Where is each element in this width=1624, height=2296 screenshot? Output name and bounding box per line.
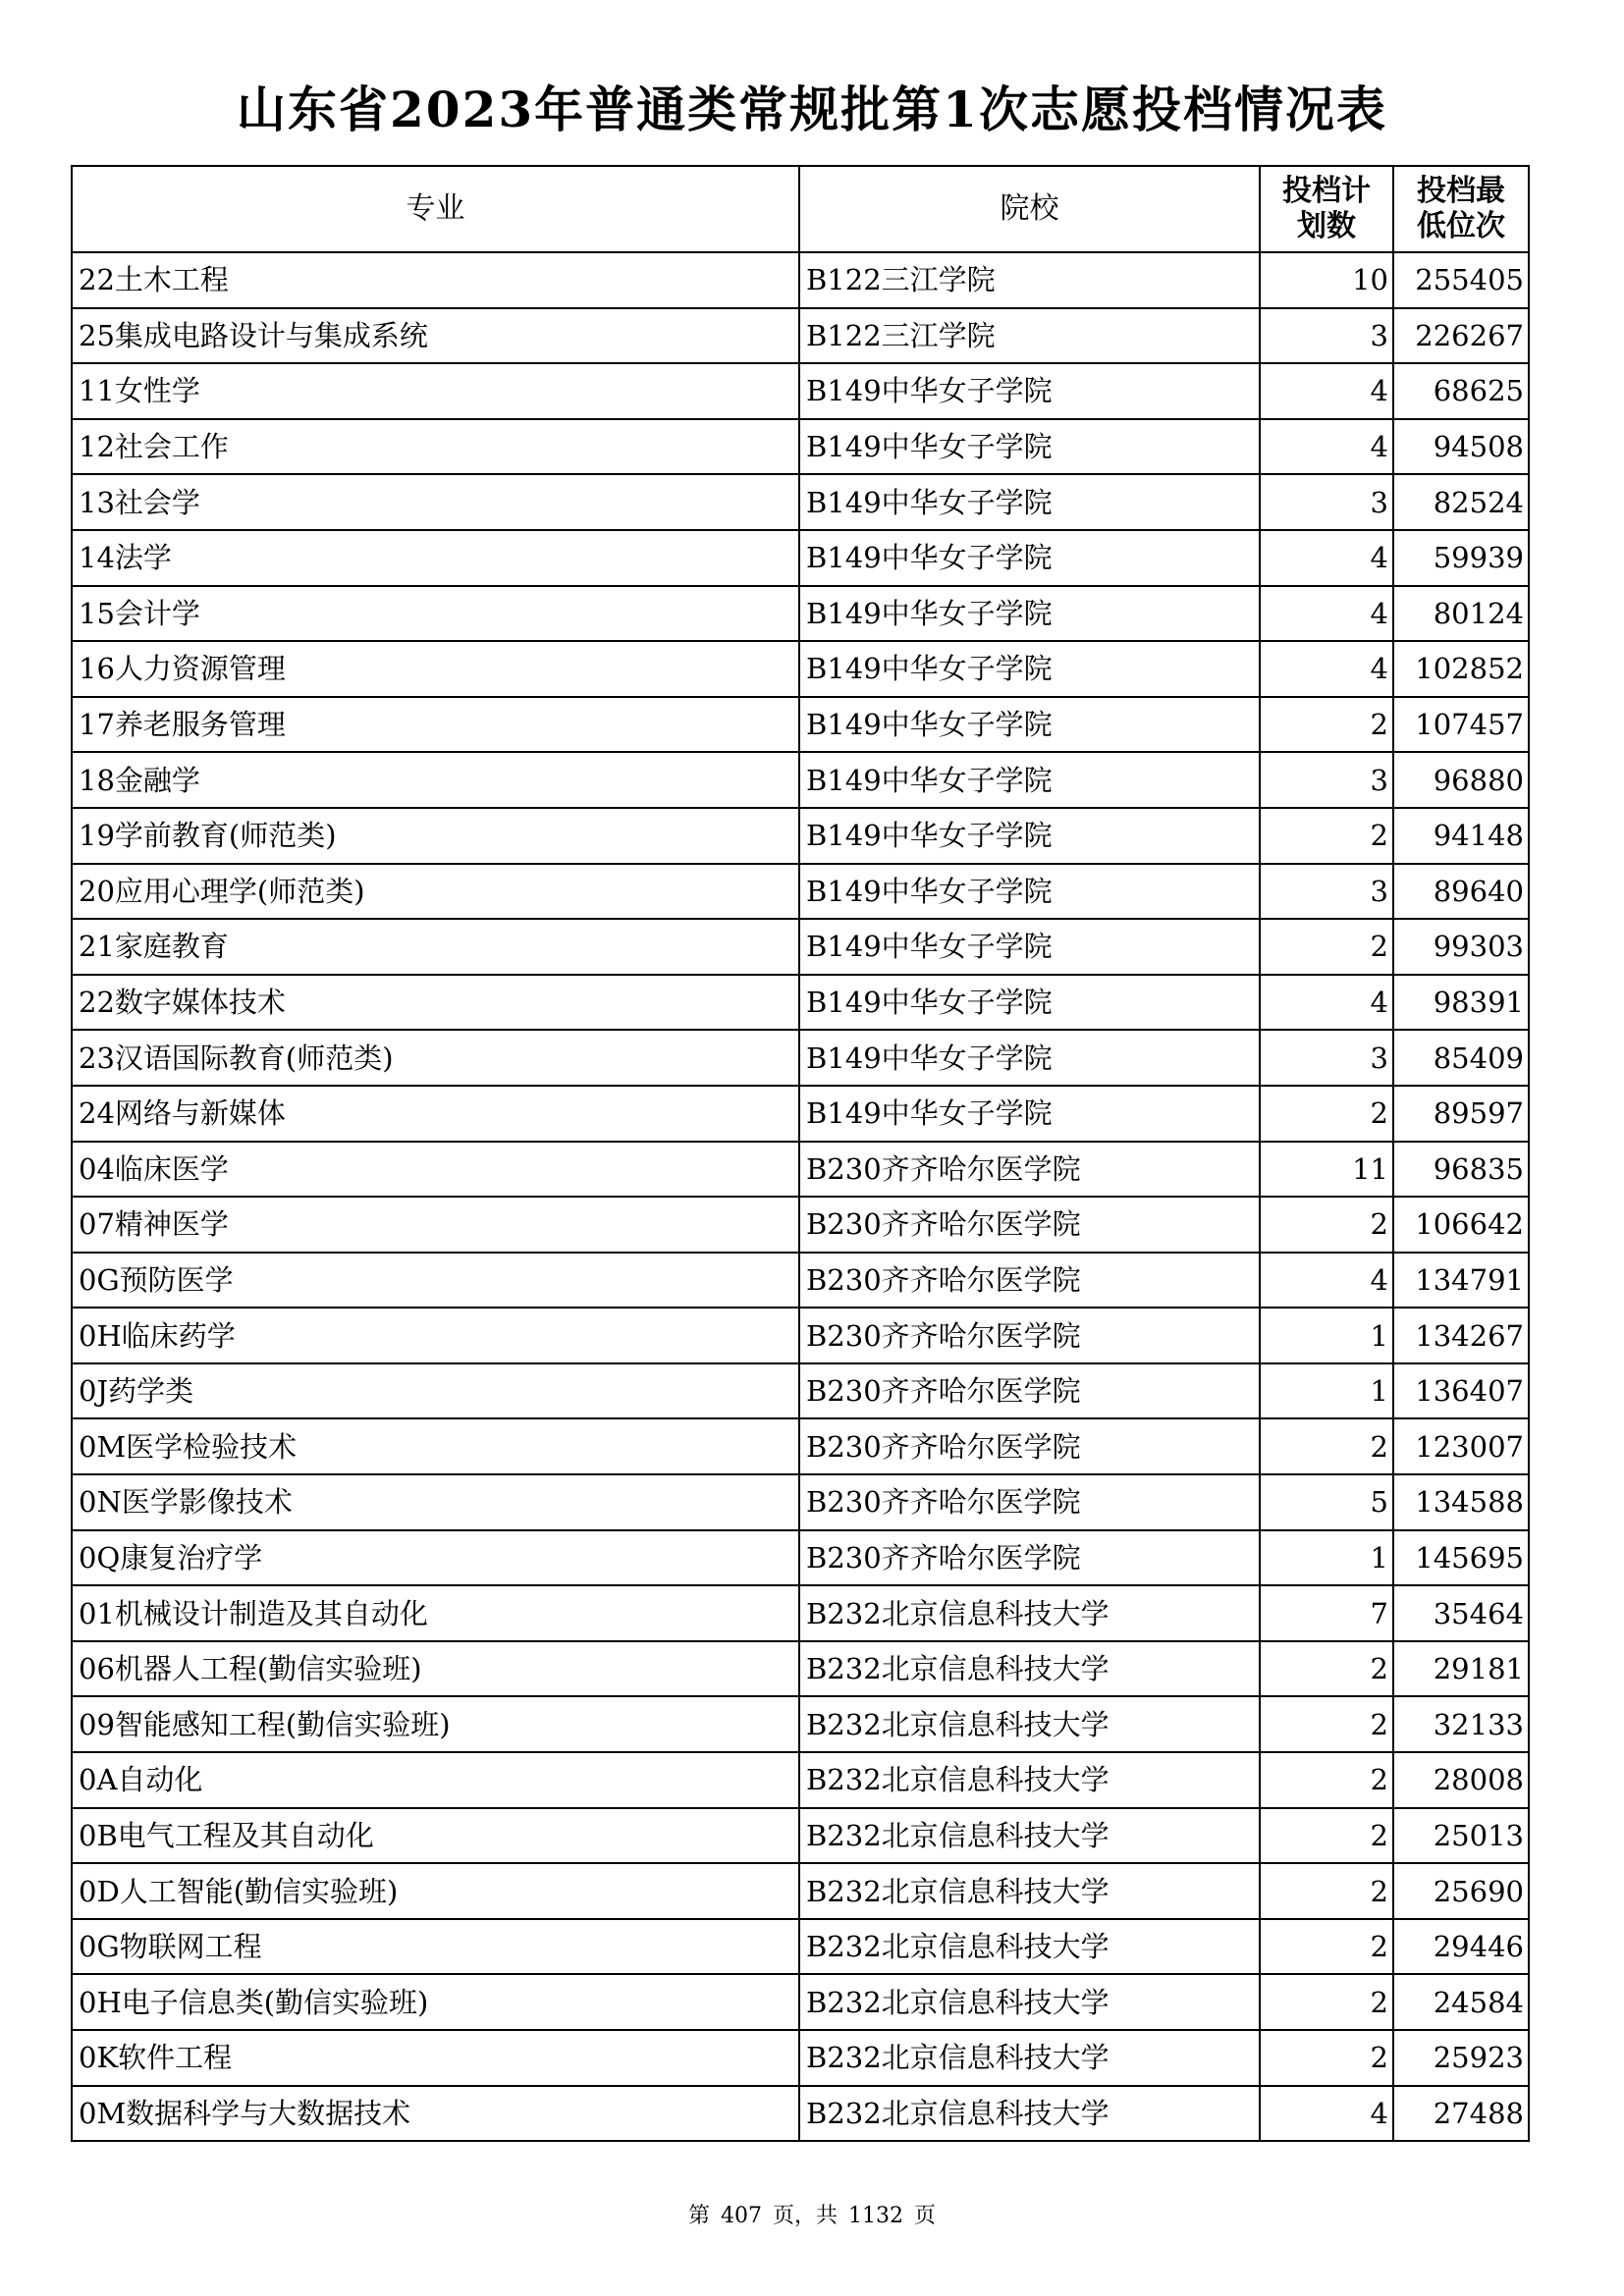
school-cell: B149中华女子学院 xyxy=(799,419,1260,475)
table-row xyxy=(72,1808,1529,1864)
school-cell: B232北京信息科技大学 xyxy=(799,1919,1260,1975)
major-cell: 04临床医学 xyxy=(72,1142,799,1198)
min-rank-cell: 35464 xyxy=(1393,1585,1529,1641)
plan-count-cell: 2 xyxy=(1260,1863,1393,1919)
major-cell: 22土木工程 xyxy=(72,252,799,308)
plan-count-cell: 1 xyxy=(1260,1308,1393,1363)
min-rank-cell: 89597 xyxy=(1393,1086,1529,1142)
min-rank-cell: 94508 xyxy=(1393,419,1529,475)
plan-count-cell: 2 xyxy=(1260,1752,1393,1808)
school-cell: B230齐齐哈尔医学院 xyxy=(799,1308,1260,1363)
school-cell: B232北京信息科技大学 xyxy=(799,1808,1260,1864)
table-row xyxy=(72,308,1529,364)
major-cell: 06机器人工程(勤信实验班) xyxy=(72,1641,799,1697)
plan-count-cell: 2 xyxy=(1260,1919,1393,1975)
table-row xyxy=(72,1585,1529,1641)
major-cell: 0K软件工程 xyxy=(72,2030,799,2086)
min-rank-cell: 25013 xyxy=(1393,1808,1529,1864)
plan-count-cell: 4 xyxy=(1260,1253,1393,1308)
major-cell: 0M医学检验技术 xyxy=(72,1418,799,1474)
min-rank-cell: 89640 xyxy=(1393,864,1529,920)
plan-count-cell: 4 xyxy=(1260,975,1393,1031)
table-row xyxy=(72,419,1529,475)
min-rank-cell: 28008 xyxy=(1393,1752,1529,1808)
major-cell: 24网络与新媒体 xyxy=(72,1086,799,1142)
school-cell: B232北京信息科技大学 xyxy=(799,1641,1260,1697)
major-cell: 09智能感知工程(勤信实验班) xyxy=(72,1696,799,1752)
school-cell: B149中华女子学院 xyxy=(799,1086,1260,1142)
major-cell: 21家庭教育 xyxy=(72,919,799,975)
school-cell: B149中华女子学院 xyxy=(799,752,1260,808)
plan-count-cell: 2 xyxy=(1260,1641,1393,1697)
major-cell: 18金融学 xyxy=(72,752,799,808)
plan-count-cell: 2 xyxy=(1260,919,1393,975)
page-title: 山东省2023年普通类常规批第1次志愿投档情况表 xyxy=(237,80,1387,138)
major-cell: 20应用心理学(师范类) xyxy=(72,864,799,920)
min-rank-cell: 134588 xyxy=(1393,1474,1529,1530)
min-rank-cell: 94148 xyxy=(1393,808,1529,864)
table-row xyxy=(72,586,1529,642)
school-cell: B230齐齐哈尔医学院 xyxy=(799,1363,1260,1419)
major-cell: 0H临床药学 xyxy=(72,1308,799,1363)
major-cell: 11女性学 xyxy=(72,363,799,419)
table-row xyxy=(72,808,1529,864)
school-cell: B149中华女子学院 xyxy=(799,697,1260,753)
plan-count-cell: 3 xyxy=(1260,752,1393,808)
table-row xyxy=(72,864,1529,920)
plan-count-cell: 4 xyxy=(1260,2086,1393,2142)
min-rank-cell: 27488 xyxy=(1393,2086,1529,2142)
plan-count-cell: 3 xyxy=(1260,474,1393,530)
header-plan-line1: 投档计 xyxy=(1282,174,1371,208)
table-row xyxy=(72,697,1529,753)
major-cell: 0D人工智能(勤信实验班) xyxy=(72,1863,799,1919)
header-plan-count xyxy=(1260,166,1393,252)
major-cell: 01机械设计制造及其自动化 xyxy=(72,1585,799,1641)
major-cell: 15会计学 xyxy=(72,586,799,642)
table-row xyxy=(72,1197,1529,1253)
major-cell: 07精神医学 xyxy=(72,1197,799,1253)
table-body xyxy=(72,252,1529,2141)
min-rank-cell: 29446 xyxy=(1393,1919,1529,1975)
plan-count-cell: 4 xyxy=(1260,586,1393,642)
school-cell: B149中华女子学院 xyxy=(799,530,1260,586)
school-cell: B149中华女子学院 xyxy=(799,586,1260,642)
plan-count-cell: 4 xyxy=(1260,363,1393,419)
plan-count-cell: 4 xyxy=(1260,530,1393,586)
min-rank-cell: 82524 xyxy=(1393,474,1529,530)
major-cell: 0M数据科学与大数据技术 xyxy=(72,2086,799,2142)
plan-count-cell: 3 xyxy=(1260,1030,1393,1086)
plan-count-cell: 1 xyxy=(1260,1363,1393,1419)
table-row xyxy=(72,1418,1529,1474)
header-major: 专业 xyxy=(72,166,799,252)
min-rank-cell: 99303 xyxy=(1393,919,1529,975)
school-cell: B149中华女子学院 xyxy=(799,975,1260,1031)
plan-count-cell: 2 xyxy=(1260,1974,1393,2030)
table-row xyxy=(72,363,1529,419)
header-rank-line2: 低位次 xyxy=(1417,209,1505,243)
plan-count-cell: 2 xyxy=(1260,1197,1393,1253)
school-cell: B232北京信息科技大学 xyxy=(799,1585,1260,1641)
school-cell: B149中华女子学院 xyxy=(799,474,1260,530)
min-rank-cell: 29181 xyxy=(1393,1641,1529,1697)
table-row xyxy=(72,1308,1529,1363)
table-row xyxy=(72,1696,1529,1752)
min-rank-cell: 96880 xyxy=(1393,752,1529,808)
plan-count-cell: 4 xyxy=(1260,641,1393,697)
table-row xyxy=(72,1919,1529,1975)
school-cell: B122三江学院 xyxy=(799,308,1260,364)
school-cell: B232北京信息科技大学 xyxy=(799,2086,1260,2142)
major-cell: 12社会工作 xyxy=(72,419,799,475)
major-cell: 23汉语国际教育(师范类) xyxy=(72,1030,799,1086)
table-row xyxy=(72,1530,1529,1586)
major-cell: 0A自动化 xyxy=(72,1752,799,1808)
plan-count-cell: 1 xyxy=(1260,1530,1393,1586)
school-cell: B232北京信息科技大学 xyxy=(799,1696,1260,1752)
table-row xyxy=(72,2086,1529,2142)
min-rank-cell: 98391 xyxy=(1393,975,1529,1031)
header-school: 院校 xyxy=(799,166,1260,252)
plan-count-cell: 2 xyxy=(1260,1696,1393,1752)
table-row xyxy=(72,474,1529,530)
major-cell: 14法学 xyxy=(72,530,799,586)
min-rank-cell: 32133 xyxy=(1393,1696,1529,1752)
plan-count-cell: 2 xyxy=(1260,1808,1393,1864)
plan-count-cell: 7 xyxy=(1260,1585,1393,1641)
min-rank-cell: 226267 xyxy=(1393,308,1529,364)
school-cell: B232北京信息科技大学 xyxy=(799,2030,1260,2086)
min-rank-cell: 134267 xyxy=(1393,1308,1529,1363)
plan-count-cell: 10 xyxy=(1260,252,1393,308)
header-plan-line2: 划数 xyxy=(1297,209,1356,243)
min-rank-cell: 102852 xyxy=(1393,641,1529,697)
plan-count-cell: 2 xyxy=(1260,1418,1393,1474)
min-rank-cell: 123007 xyxy=(1393,1418,1529,1474)
school-cell: B230齐齐哈尔医学院 xyxy=(799,1197,1260,1253)
table-row xyxy=(72,252,1529,308)
header-rank-line1: 投档最 xyxy=(1417,174,1505,208)
min-rank-cell: 59939 xyxy=(1393,530,1529,586)
school-cell: B149中华女子学院 xyxy=(799,808,1260,864)
min-rank-cell: 107457 xyxy=(1393,697,1529,753)
min-rank-cell: 96835 xyxy=(1393,1142,1529,1198)
plan-count-cell: 2 xyxy=(1260,1086,1393,1142)
plan-count-cell: 2 xyxy=(1260,697,1393,753)
table-row xyxy=(72,1086,1529,1142)
table-row xyxy=(72,2030,1529,2086)
school-cell: B230齐齐哈尔医学院 xyxy=(799,1418,1260,1474)
school-cell: B149中华女子学院 xyxy=(799,363,1260,419)
school-cell: B149中华女子学院 xyxy=(799,919,1260,975)
school-cell: B230齐齐哈尔医学院 xyxy=(799,1474,1260,1530)
min-rank-cell: 85409 xyxy=(1393,1030,1529,1086)
major-cell: 17养老服务管理 xyxy=(72,697,799,753)
table-row xyxy=(72,1363,1529,1419)
min-rank-cell: 25923 xyxy=(1393,2030,1529,2086)
plan-count-cell: 11 xyxy=(1260,1142,1393,1198)
table-row xyxy=(72,1974,1529,2030)
major-cell: 16人力资源管理 xyxy=(72,641,799,697)
table-row xyxy=(72,1474,1529,1530)
plan-count-cell: 3 xyxy=(1260,308,1393,364)
school-cell: B232北京信息科技大学 xyxy=(799,1863,1260,1919)
min-rank-cell: 145695 xyxy=(1393,1530,1529,1586)
school-cell: B149中华女子学院 xyxy=(799,641,1260,697)
major-cell: 0J药学类 xyxy=(72,1363,799,1419)
school-cell: B232北京信息科技大学 xyxy=(799,1752,1260,1808)
min-rank-cell: 106642 xyxy=(1393,1197,1529,1253)
table-row xyxy=(72,530,1529,586)
min-rank-cell: 25690 xyxy=(1393,1863,1529,1919)
major-cell: 0G预防医学 xyxy=(72,1253,799,1308)
major-cell: 0B电气工程及其自动化 xyxy=(72,1808,799,1864)
table-row xyxy=(72,1030,1529,1086)
school-cell: B232北京信息科技大学 xyxy=(799,1974,1260,2030)
major-cell: 19学前教育(师范类) xyxy=(72,808,799,864)
major-cell: 0H电子信息类(勤信实验班) xyxy=(72,1974,799,2030)
major-cell: 25集成电路设计与集成系统 xyxy=(72,308,799,364)
major-cell: 0G物联网工程 xyxy=(72,1919,799,1975)
min-rank-cell: 134791 xyxy=(1393,1253,1529,1308)
table-row xyxy=(72,1863,1529,1919)
school-cell: B149中华女子学院 xyxy=(799,1030,1260,1086)
table-row xyxy=(72,1752,1529,1808)
table-header-row xyxy=(72,166,1529,252)
min-rank-cell: 136407 xyxy=(1393,1363,1529,1419)
school-cell: B230齐齐哈尔医学院 xyxy=(799,1253,1260,1308)
major-cell: 0Q康复治疗学 xyxy=(72,1530,799,1586)
plan-count-cell: 3 xyxy=(1260,864,1393,920)
table-row xyxy=(72,1641,1529,1697)
table-row xyxy=(72,641,1529,697)
plan-count-cell: 2 xyxy=(1260,2030,1393,2086)
admission-table xyxy=(71,165,1530,2142)
table-row xyxy=(72,752,1529,808)
school-cell: B230齐齐哈尔医学院 xyxy=(799,1142,1260,1198)
table-row xyxy=(72,975,1529,1031)
major-cell: 22数字媒体技术 xyxy=(72,975,799,1031)
table-row xyxy=(72,1253,1529,1308)
page-footer: 第 407 页，共 1132 页 xyxy=(688,2204,936,2228)
plan-count-cell: 5 xyxy=(1260,1474,1393,1530)
header-min-rank xyxy=(1393,166,1529,252)
plan-count-cell: 2 xyxy=(1260,808,1393,864)
school-cell: B149中华女子学院 xyxy=(799,864,1260,920)
school-cell: B122三江学院 xyxy=(799,252,1260,308)
plan-count-cell: 4 xyxy=(1260,419,1393,475)
min-rank-cell: 80124 xyxy=(1393,586,1529,642)
min-rank-cell: 255405 xyxy=(1393,252,1529,308)
table-row xyxy=(72,1142,1529,1198)
major-cell: 0N医学影像技术 xyxy=(72,1474,799,1530)
school-cell: B230齐齐哈尔医学院 xyxy=(799,1530,1260,1586)
min-rank-cell: 68625 xyxy=(1393,363,1529,419)
major-cell: 13社会学 xyxy=(72,474,799,530)
min-rank-cell: 24584 xyxy=(1393,1974,1529,2030)
table-row xyxy=(72,919,1529,975)
